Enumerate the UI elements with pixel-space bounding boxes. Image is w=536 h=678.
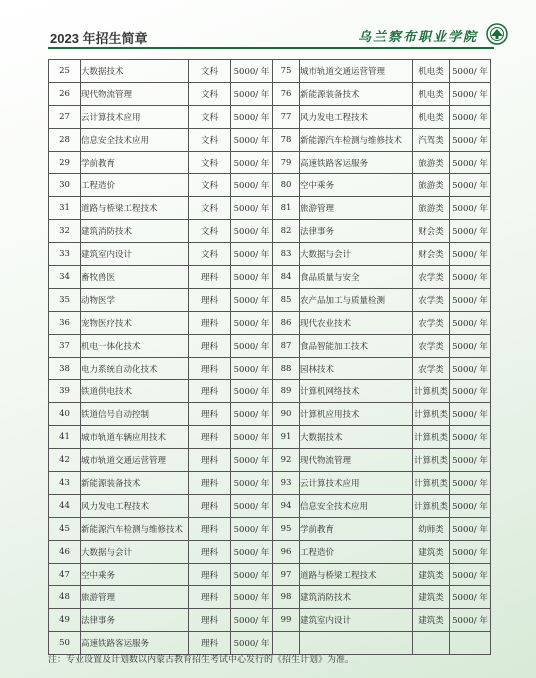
major-number-cell: 90 [273, 403, 300, 426]
major-number-cell: 97 [273, 563, 300, 586]
tuition-fee-cell: 5000/ 年 [450, 334, 491, 357]
tuition-fee-cell: 5000/ 年 [231, 632, 273, 655]
major-name-cell: 风力发电工程技术 [81, 494, 189, 517]
tuition-fee-cell: 5000/ 年 [450, 288, 491, 311]
major-category-cell: 计算机类 [413, 380, 450, 403]
major-number-cell: 25 [49, 60, 81, 83]
tuition-fee-cell [450, 632, 491, 655]
major-name-cell: 大数据与会计 [81, 540, 189, 563]
tuition-fee-cell: 5000/ 年 [450, 494, 491, 517]
major-number-cell: 31 [49, 197, 81, 220]
major-number-cell: 95 [273, 517, 300, 540]
tuition-fee-cell: 5000/ 年 [450, 563, 491, 586]
table-row [49, 586, 491, 609]
major-number-cell: 81 [273, 197, 300, 220]
major-category-cell: 幼师类 [413, 517, 450, 540]
school-emblem-icon [486, 23, 508, 45]
major-number-cell: 78 [273, 128, 300, 151]
major-name-cell: 计算机网络技术 [300, 380, 413, 403]
tuition-fee-cell: 5000/ 年 [450, 426, 491, 449]
major-category-cell: 文科 [189, 174, 231, 197]
table-row [49, 128, 491, 151]
tuition-fee-cell: 5000/ 年 [231, 540, 273, 563]
table-row [49, 311, 491, 334]
major-category-cell: 农学类 [413, 357, 450, 380]
tuition-fee-cell: 5000/ 年 [450, 60, 491, 83]
tuition-fee-cell: 5000/ 年 [450, 403, 491, 426]
major-number-cell: 30 [49, 174, 81, 197]
tuition-fee-cell: 5000/ 年 [231, 243, 273, 266]
major-number-cell: 88 [273, 357, 300, 380]
major-name-cell: 畜牧兽医 [81, 266, 189, 289]
table-row [49, 494, 491, 517]
major-name-cell: 园林技术 [300, 357, 413, 380]
major-category-cell: 财会类 [413, 220, 450, 243]
major-name-cell: 计算机应用技术 [300, 403, 413, 426]
major-number-cell: 92 [273, 449, 300, 472]
majors-table [48, 59, 491, 655]
tuition-fee-cell: 5000/ 年 [450, 357, 491, 380]
major-number-cell: 86 [273, 311, 300, 334]
major-category-cell: 理科 [189, 288, 231, 311]
major-category-cell: 计算机类 [413, 426, 450, 449]
tuition-fee-cell: 5000/ 年 [450, 220, 491, 243]
major-name-cell: 道路与桥梁工程技术 [81, 197, 189, 220]
major-number-cell: 83 [273, 243, 300, 266]
tuition-fee-cell: 5000/ 年 [450, 540, 491, 563]
major-category-cell: 文科 [189, 197, 231, 220]
major-category-cell: 文科 [189, 243, 231, 266]
major-number-cell: 42 [49, 449, 81, 472]
major-name-cell: 动物医学 [81, 288, 189, 311]
major-number-cell: 93 [273, 472, 300, 495]
major-name-cell: 现代物流管理 [81, 82, 189, 105]
major-category-cell: 机电类 [413, 105, 450, 128]
table-row [49, 220, 491, 243]
major-category-cell: 计算机类 [413, 494, 450, 517]
major-name-cell: 铁道信号自动控制 [81, 403, 189, 426]
table-row [49, 357, 491, 380]
tuition-fee-cell: 5000/ 年 [231, 82, 273, 105]
major-category-cell: 旅游类 [413, 151, 450, 174]
school-name: 乌兰察布职业学院 [357, 30, 478, 45]
major-category-cell: 建筑类 [413, 586, 450, 609]
major-name-cell: 道路与桥梁工程技术 [300, 563, 413, 586]
major-name-cell: 新能源汽车检测与维修技术 [81, 517, 189, 540]
table-row [49, 288, 491, 311]
major-name-cell: 信息安全技术应用 [81, 128, 189, 151]
major-category-cell: 建筑类 [413, 609, 450, 632]
major-category-cell: 理科 [189, 357, 231, 380]
major-category-cell: 理科 [189, 403, 231, 426]
major-name-cell: 旅游管理 [81, 586, 189, 609]
major-category-cell: 建筑类 [413, 540, 450, 563]
tuition-fee-cell: 5000/ 年 [231, 128, 273, 151]
table-row [49, 380, 491, 403]
major-number-cell: 32 [49, 220, 81, 243]
major-name-cell: 铁道供电技术 [81, 380, 189, 403]
tuition-fee-cell: 5000/ 年 [450, 311, 491, 334]
tuition-fee-cell: 5000/ 年 [450, 243, 491, 266]
major-number-cell: 27 [49, 105, 81, 128]
major-name-cell: 建筑消防技术 [300, 586, 413, 609]
major-name-cell: 大数据技术 [300, 426, 413, 449]
tuition-fee-cell: 5000/ 年 [450, 128, 491, 151]
major-name-cell: 学前教育 [300, 517, 413, 540]
tuition-fee-cell: 5000/ 年 [231, 357, 273, 380]
header-divider [48, 47, 494, 49]
major-category-cell: 理科 [189, 266, 231, 289]
tuition-fee-cell: 5000/ 年 [450, 609, 491, 632]
table-row [49, 197, 491, 220]
major-name-cell: 现代物流管理 [300, 449, 413, 472]
tuition-fee-cell: 5000/ 年 [231, 174, 273, 197]
major-name-cell: 城市轨道交通运营管理 [81, 449, 189, 472]
tuition-fee-cell: 5000/ 年 [231, 494, 273, 517]
major-category-cell: 理科 [189, 586, 231, 609]
major-number-cell: 44 [49, 494, 81, 517]
table-row [49, 243, 491, 266]
major-category-cell: 理科 [189, 540, 231, 563]
major-name-cell: 云计算技术应用 [300, 472, 413, 495]
major-category-cell: 理科 [189, 426, 231, 449]
major-category-cell: 农学类 [413, 266, 450, 289]
table-row [49, 563, 491, 586]
major-category-cell: 理科 [189, 380, 231, 403]
major-category-cell: 理科 [189, 449, 231, 472]
tuition-fee-cell: 5000/ 年 [450, 105, 491, 128]
tuition-fee-cell: 5000/ 年 [231, 563, 273, 586]
major-number-cell: 36 [49, 311, 81, 334]
tuition-fee-cell: 5000/ 年 [450, 82, 491, 105]
major-number-cell: 41 [49, 426, 81, 449]
major-name-cell: 新能源装备技术 [300, 82, 413, 105]
tuition-fee-cell: 5000/ 年 [450, 266, 491, 289]
major-number-cell: 48 [49, 586, 81, 609]
table-row [49, 540, 491, 563]
tuition-fee-cell: 5000/ 年 [231, 380, 273, 403]
tuition-fee-cell: 5000/ 年 [450, 586, 491, 609]
major-name-cell: 学前教育 [81, 151, 189, 174]
major-category-cell: 理科 [189, 609, 231, 632]
major-category-cell: 农学类 [413, 334, 450, 357]
major-number-cell: 85 [273, 288, 300, 311]
major-number-cell: 84 [273, 266, 300, 289]
major-category-cell [413, 632, 450, 655]
major-name-cell: 新能源装备技术 [81, 472, 189, 495]
major-name-cell: 法律事务 [300, 220, 413, 243]
major-number-cell: 50 [49, 632, 81, 655]
major-name-cell: 工程造价 [81, 174, 189, 197]
table-row [49, 60, 491, 83]
table-row [49, 449, 491, 472]
major-number-cell: 91 [273, 426, 300, 449]
major-category-cell: 农学类 [413, 311, 450, 334]
table-row [49, 609, 491, 632]
tuition-fee-cell: 5000/ 年 [231, 334, 273, 357]
major-number-cell: 45 [49, 517, 81, 540]
table-row [49, 426, 491, 449]
major-number-cell: 40 [49, 403, 81, 426]
major-name-cell: 宠物医疗技术 [81, 311, 189, 334]
major-name-cell: 建筑室内设计 [81, 243, 189, 266]
major-name-cell: 工程造价 [300, 540, 413, 563]
major-number-cell: 98 [273, 586, 300, 609]
tuition-fee-cell: 5000/ 年 [231, 197, 273, 220]
major-number-cell: 94 [273, 494, 300, 517]
major-number-cell: 80 [273, 174, 300, 197]
tuition-fee-cell: 5000/ 年 [231, 609, 273, 632]
major-category-cell: 理科 [189, 334, 231, 357]
table-row [49, 105, 491, 128]
major-name-cell: 高速铁路客运服务 [81, 632, 189, 655]
major-number-cell: 35 [49, 288, 81, 311]
major-name-cell: 高速铁路客运服务 [300, 151, 413, 174]
page-title: 2023 年招生简章 [50, 31, 148, 46]
tuition-fee-cell: 5000/ 年 [231, 105, 273, 128]
major-category-cell: 文科 [189, 220, 231, 243]
major-name-cell: 城市轨道交通运营管理 [300, 60, 413, 83]
tuition-fee-cell: 5000/ 年 [231, 60, 273, 83]
major-number-cell: 82 [273, 220, 300, 243]
major-category-cell: 理科 [189, 494, 231, 517]
major-name-cell: 旅游管理 [300, 197, 413, 220]
tuition-fee-cell: 5000/ 年 [450, 174, 491, 197]
major-name-cell: 食品智能加工技术 [300, 334, 413, 357]
major-category-cell: 计算机类 [413, 449, 450, 472]
tuition-fee-cell: 5000/ 年 [450, 449, 491, 472]
major-name-cell: 城市轨道车辆应用技术 [81, 426, 189, 449]
major-name-cell: 建筑室内设计 [300, 609, 413, 632]
major-number-cell: 47 [49, 563, 81, 586]
table-row [49, 174, 491, 197]
major-number-cell: 46 [49, 540, 81, 563]
major-number-cell: 43 [49, 472, 81, 495]
table-row [49, 266, 491, 289]
page-header [0, 0, 536, 50]
footnote: 注：专业设置及计划数以内蒙古教育招生考试中心发行的《招生计划》为准。 [48, 655, 355, 665]
major-number-cell: 99 [273, 609, 300, 632]
major-number-cell: 79 [273, 151, 300, 174]
major-name-cell: 信息安全技术应用 [300, 494, 413, 517]
major-category-cell: 理科 [189, 632, 231, 655]
table-row [49, 517, 491, 540]
major-number-cell: 39 [49, 380, 81, 403]
table-row [49, 151, 491, 174]
major-number-cell: 96 [273, 540, 300, 563]
table-row [49, 334, 491, 357]
tuition-fee-cell: 5000/ 年 [450, 472, 491, 495]
major-category-cell: 文科 [189, 151, 231, 174]
tuition-fee-cell: 5000/ 年 [231, 449, 273, 472]
major-name-cell: 电力系统自动化技术 [81, 357, 189, 380]
table-row [49, 472, 491, 495]
major-category-cell: 汽驾类 [413, 128, 450, 151]
major-name-cell: 建筑消防技术 [81, 220, 189, 243]
major-number-cell: 33 [49, 243, 81, 266]
major-category-cell: 文科 [189, 82, 231, 105]
major-number-cell: 77 [273, 105, 300, 128]
major-name-cell: 农产品加工与质量检测 [300, 288, 413, 311]
major-category-cell: 财会类 [413, 243, 450, 266]
tuition-fee-cell: 5000/ 年 [231, 472, 273, 495]
major-category-cell: 机电类 [413, 82, 450, 105]
major-name-cell: 现代农业技术 [300, 311, 413, 334]
major-number-cell: 38 [49, 357, 81, 380]
major-number-cell: 87 [273, 334, 300, 357]
major-category-cell: 计算机类 [413, 472, 450, 495]
major-category-cell: 旅游类 [413, 197, 450, 220]
major-number-cell: 34 [49, 266, 81, 289]
major-name-cell: 空中乘务 [81, 563, 189, 586]
major-category-cell: 机电类 [413, 60, 450, 83]
tuition-fee-cell: 5000/ 年 [231, 311, 273, 334]
major-category-cell: 文科 [189, 128, 231, 151]
tuition-fee-cell: 5000/ 年 [231, 426, 273, 449]
major-category-cell: 理科 [189, 517, 231, 540]
tuition-fee-cell: 5000/ 年 [450, 197, 491, 220]
major-number-cell: 26 [49, 82, 81, 105]
major-number-cell: 89 [273, 380, 300, 403]
major-name-cell: 风力发电工程技术 [300, 105, 413, 128]
major-category-cell: 计算机类 [413, 403, 450, 426]
major-name-cell: 新能源汽车检测与维修技术 [300, 128, 413, 151]
table-row [49, 403, 491, 426]
tuition-fee-cell: 5000/ 年 [450, 380, 491, 403]
major-number-cell: 76 [273, 82, 300, 105]
table-row [49, 82, 491, 105]
major-name-cell: 空中乘务 [300, 174, 413, 197]
major-category-cell: 建筑类 [413, 563, 450, 586]
major-name-cell: 机电一体化技术 [81, 334, 189, 357]
major-number-cell: 29 [49, 151, 81, 174]
major-name-cell: 食品质量与安全 [300, 266, 413, 289]
major-name-cell: 法律事务 [81, 609, 189, 632]
tuition-fee-cell: 5000/ 年 [231, 517, 273, 540]
major-category-cell: 理科 [189, 311, 231, 334]
major-number-cell: 37 [49, 334, 81, 357]
major-name-cell: 云计算技术应用 [81, 105, 189, 128]
major-name-cell: 大数据与会计 [300, 243, 413, 266]
tuition-fee-cell: 5000/ 年 [231, 403, 273, 426]
major-name-cell: 大数据技术 [81, 60, 189, 83]
major-category-cell: 文科 [189, 60, 231, 83]
major-category-cell: 理科 [189, 472, 231, 495]
major-category-cell: 文科 [189, 105, 231, 128]
tuition-fee-cell: 5000/ 年 [231, 220, 273, 243]
major-category-cell: 理科 [189, 563, 231, 586]
tuition-fee-cell: 5000/ 年 [450, 151, 491, 174]
tuition-fee-cell: 5000/ 年 [231, 586, 273, 609]
tuition-fee-cell: 5000/ 年 [231, 288, 273, 311]
tuition-fee-cell: 5000/ 年 [450, 517, 491, 540]
major-number-cell: 75 [273, 60, 300, 83]
major-number-cell: 49 [49, 609, 81, 632]
tuition-fee-cell: 5000/ 年 [231, 151, 273, 174]
tuition-fee-cell: 5000/ 年 [231, 266, 273, 289]
major-category-cell: 农学类 [413, 288, 450, 311]
major-number-cell: 28 [49, 128, 81, 151]
major-category-cell: 旅游类 [413, 174, 450, 197]
